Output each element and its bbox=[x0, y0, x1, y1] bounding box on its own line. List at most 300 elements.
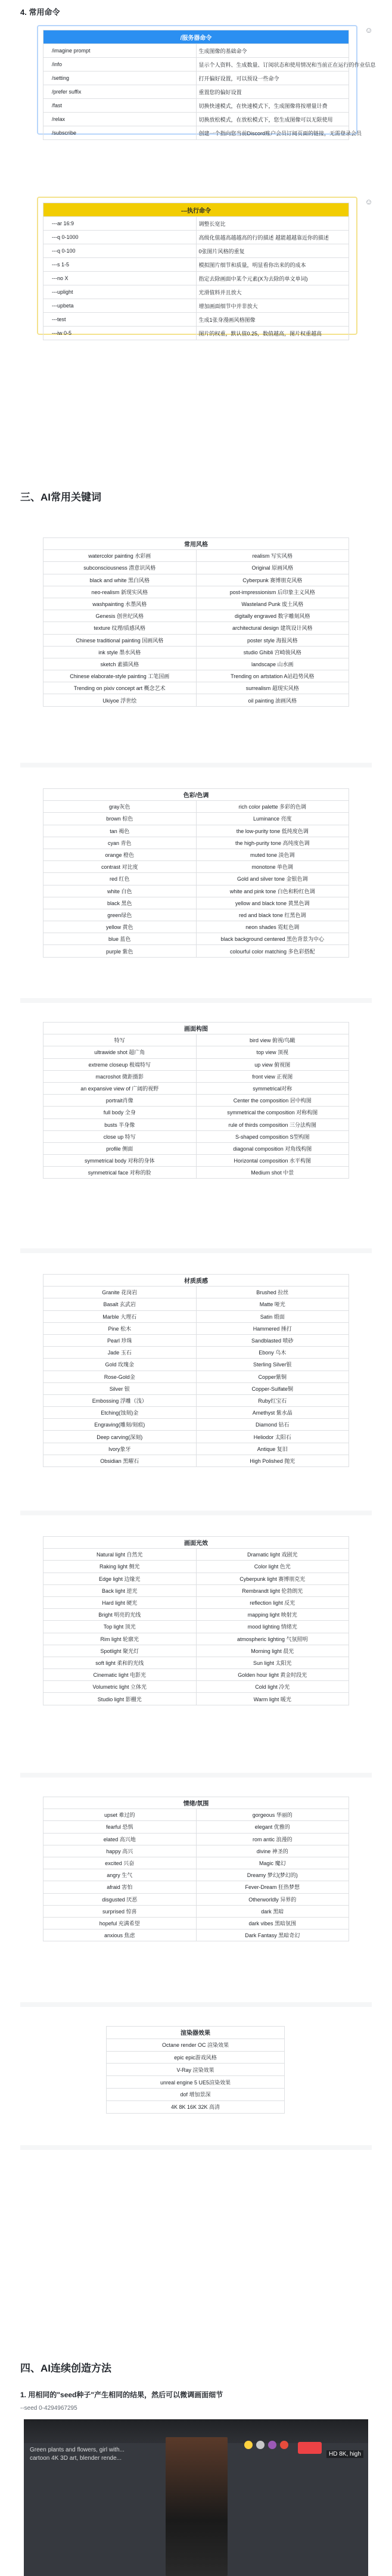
table-cell: symmetrical对称 bbox=[196, 1082, 349, 1094]
cell: 创建一个指向您当前Discord账户会员订阅页面的链接，无需登录会员 bbox=[196, 126, 349, 140]
cell: 生成图像的基础命令 bbox=[196, 44, 349, 58]
table-row bbox=[43, 1034, 349, 1046]
table-cell: Top light 顶光 bbox=[43, 1621, 197, 1633]
table-row bbox=[43, 837, 349, 849]
table-row bbox=[43, 574, 349, 586]
table-cell: front view 正视图 bbox=[196, 1070, 349, 1082]
table-row bbox=[43, 1455, 349, 1466]
table-cell: Otherworldly 异界的 bbox=[196, 1893, 349, 1905]
table-cell: white 白色 bbox=[43, 885, 197, 897]
table-cell: Sandblasted 喷砂 bbox=[196, 1334, 349, 1346]
table-row bbox=[43, 921, 349, 933]
cell: 图片的权重，默认值0.25，数值越高，图片权重越高 bbox=[196, 327, 349, 340]
cell: /fast bbox=[43, 99, 197, 113]
table-cell: Gold 玫瑰金 bbox=[43, 1359, 197, 1371]
cell: 增加画面细节中并非放大 bbox=[196, 299, 349, 313]
render-table bbox=[106, 2026, 285, 2114]
table-row bbox=[43, 682, 349, 694]
table-cell: cyan 青色 bbox=[43, 837, 197, 849]
table-cell: angry 生气 bbox=[43, 1869, 197, 1881]
table-row bbox=[107, 2064, 285, 2076]
table-cell: Morning light 晨光 bbox=[196, 1645, 349, 1657]
table-cell: Silver 银 bbox=[43, 1382, 197, 1394]
table-cell: Volumetric light 立体光 bbox=[43, 1681, 197, 1693]
cell: /setting bbox=[43, 72, 197, 85]
table-row bbox=[43, 1929, 349, 1941]
table-row bbox=[107, 2076, 285, 2089]
table-cell: symmetrical body 对称的身体 bbox=[43, 1155, 197, 1167]
table-cell: Golden hour light 黄金时段光 bbox=[196, 1669, 349, 1681]
table-cell: digitally engraved 数字雕刻风格 bbox=[196, 610, 349, 622]
table-cell: Cyberpunk light 赛博朋克光 bbox=[196, 1573, 349, 1584]
table-row bbox=[43, 1669, 349, 1681]
table-cell: red 红色 bbox=[43, 873, 197, 885]
cell: /info bbox=[43, 58, 197, 72]
table-row bbox=[43, 1407, 349, 1419]
cell: ---iw 0-5 bbox=[43, 327, 197, 340]
table-cell: mapping light 映射光 bbox=[196, 1609, 349, 1621]
table-row bbox=[43, 1621, 349, 1633]
table-row bbox=[43, 1382, 349, 1394]
table-cell: Spotlight 聚光灯 bbox=[43, 1645, 197, 1657]
emoji-icon[interactable] bbox=[256, 2441, 265, 2449]
table-cell: oil painting 油画风格 bbox=[196, 694, 349, 706]
table-row bbox=[43, 1347, 349, 1359]
table-cell: excited 兴奋 bbox=[43, 1857, 197, 1869]
cell: 切换快速模式，在快速模式下，生成图像将按增量计费 bbox=[196, 99, 349, 113]
table-cell: Wasteland Punk 废土风格 bbox=[196, 598, 349, 610]
table-cell: monotone 单色调 bbox=[196, 861, 349, 873]
table-row bbox=[43, 1657, 349, 1668]
table-cell: Ebony 乌木 bbox=[196, 1347, 349, 1359]
table-cell: Back light 逆光 bbox=[43, 1584, 197, 1596]
table-row bbox=[43, 1095, 349, 1107]
table-cell: hopeful 充满希望 bbox=[43, 1917, 197, 1929]
table-row bbox=[43, 658, 349, 670]
table-cell: dark vibes 黑暗氛围 bbox=[196, 1917, 349, 1929]
table-title: 画面构图 bbox=[43, 1023, 349, 1034]
table-cell: brown 棕色 bbox=[43, 813, 197, 825]
table-row bbox=[43, 909, 349, 921]
table-row bbox=[43, 670, 349, 682]
table-cell: the high-purity tone 高纯度色调 bbox=[196, 837, 349, 849]
table-row bbox=[43, 897, 349, 909]
table-cell: texture 纹理/质感风格 bbox=[43, 622, 197, 634]
table-cell: reflection light 反光 bbox=[196, 1596, 349, 1608]
table-cell: up view 俯视图 bbox=[196, 1058, 349, 1070]
table-cell: rom antic 浪漫的 bbox=[196, 1833, 349, 1845]
table-cell: Jade 玉石 bbox=[43, 1347, 197, 1359]
table-cell: washpainting 水墨风格 bbox=[43, 598, 197, 610]
table-cell: ink style 墨水风格 bbox=[43, 646, 197, 658]
table-title: ---执行命令 bbox=[43, 203, 349, 217]
cell: ---q 0-1000 bbox=[43, 231, 197, 244]
table-cell: divine 神圣的 bbox=[196, 1845, 349, 1857]
table-cell: Hammered 捶打 bbox=[196, 1322, 349, 1334]
table-cell: unreal engine 5 UE5渲染效果 bbox=[107, 2076, 285, 2089]
table-row bbox=[107, 2051, 285, 2064]
table-cell: Medium shot 中景 bbox=[196, 1167, 349, 1179]
table-cell: Embossing 浮雕（浅） bbox=[43, 1394, 197, 1406]
table-row bbox=[43, 1693, 349, 1705]
table-cell: purple 紫色 bbox=[43, 945, 197, 957]
table-cell: Pine 松木 bbox=[43, 1322, 197, 1334]
section-heading: 四、AI连续创造方法 bbox=[20, 2363, 111, 2374]
cell: ---upbeta bbox=[43, 299, 197, 313]
table-cell: Trending on artstation A站趋势风格 bbox=[196, 670, 349, 682]
table-row bbox=[43, 1845, 349, 1857]
table-cell: landscape 山水画 bbox=[196, 658, 349, 670]
table-row bbox=[43, 694, 349, 706]
table-cell: Heliodor 太阳石 bbox=[196, 1431, 349, 1443]
paragraph: 1. 用相同的"seed种子"产生相同的结果，然后可以微调画面细节 bbox=[20, 2391, 223, 2399]
table-cell: elegant 优雅的 bbox=[196, 1821, 349, 1833]
table-cell: black and white 黑白风格 bbox=[43, 574, 197, 586]
emoji-icon[interactable] bbox=[244, 2441, 253, 2449]
param-table bbox=[43, 203, 349, 340]
table-row bbox=[43, 1869, 349, 1881]
table-row bbox=[43, 1681, 349, 1693]
table-cell: black 黑色 bbox=[43, 897, 197, 909]
table-cell: V-Ray 渲染效果 bbox=[107, 2064, 285, 2076]
table-row bbox=[43, 1809, 349, 1821]
table-cell: an expansive view of 广阔的视野 bbox=[43, 1082, 197, 1094]
divider bbox=[20, 2145, 372, 2150]
table-cell: Horizontal composition 水平构图 bbox=[196, 1155, 349, 1167]
table-cell: Chinese elaborate-style painting 工笔国画 bbox=[43, 670, 197, 682]
table-cell: Edge light 边缘光 bbox=[43, 1573, 197, 1584]
divider bbox=[20, 1248, 372, 1253]
cell: 高级化值越高越越高的行的描述 越能越越靠近你的描述 bbox=[196, 231, 349, 244]
table-cell: fearful 恐惧 bbox=[43, 1821, 197, 1833]
comment-icon[interactable]: ☺ bbox=[365, 26, 373, 35]
table-cell: Amethyst 紫水晶 bbox=[196, 1407, 349, 1419]
table-cell: Dreamy 梦幻(梦幻的) bbox=[196, 1869, 349, 1881]
cell: 0张图片风格的重复 bbox=[196, 244, 349, 258]
table-cell: white and pink tone 白色和粉红色调 bbox=[196, 885, 349, 897]
lighting-table bbox=[43, 1536, 349, 1705]
table-row bbox=[43, 1821, 349, 1833]
table-cell: Antique 复旧 bbox=[196, 1443, 349, 1455]
table-row bbox=[43, 1561, 349, 1573]
table-cell: top view 顶视 bbox=[196, 1046, 349, 1058]
emoji-icon[interactable] bbox=[280, 2441, 288, 2449]
table-cell: Marble 大理石 bbox=[43, 1310, 197, 1322]
table-cell: Fever-Dream 狂热梦想 bbox=[196, 1881, 349, 1893]
emoji-icon[interactable] bbox=[268, 2441, 276, 2449]
table-row bbox=[43, 586, 349, 598]
paragraph: --seed 0-4294967295 bbox=[20, 2405, 77, 2412]
table-row bbox=[43, 1322, 349, 1334]
table-cell: Trending on pixiv concept art 概念艺术 bbox=[43, 682, 197, 694]
comment-icon[interactable]: ☺ bbox=[365, 197, 373, 206]
preview-text: Green plants and flowers, girl with... bbox=[30, 2447, 125, 2453]
cell: ---q 0-100 bbox=[43, 244, 197, 258]
table-cell: muted tone 淡色调 bbox=[196, 849, 349, 860]
cell: /prefer suffix bbox=[43, 85, 197, 99]
table-row bbox=[43, 1310, 349, 1322]
table-row bbox=[43, 1046, 349, 1058]
table-row bbox=[43, 646, 349, 658]
table-cell: gorgeous 华丽的 bbox=[196, 1809, 349, 1821]
table-cell: Octane render OC 渲染效果 bbox=[107, 2039, 285, 2051]
notification-badge bbox=[298, 2442, 322, 2454]
cell: 指定去除画面中某个元素(X为去除的单文单词) bbox=[196, 272, 349, 285]
table-cell: orange 橙色 bbox=[43, 849, 197, 860]
divider bbox=[20, 2002, 372, 2007]
table-cell: Ruby红宝石 bbox=[196, 1394, 349, 1406]
cell: 显示个人资料、生成数量、订阅状态和使用情况和当前正在运行的作业信息 bbox=[196, 58, 349, 72]
table-cell: realism 写实风格 bbox=[196, 550, 349, 562]
table-cell: Dramatic light 戏剧光 bbox=[196, 1549, 349, 1561]
table-cell: atmospheric lighting 气氛照明 bbox=[196, 1633, 349, 1645]
table-cell: sketch 素描风格 bbox=[43, 658, 197, 670]
table-cell: upset 难过的 bbox=[43, 1809, 197, 1821]
preview-badge: HD 8K, high bbox=[326, 2450, 363, 2458]
table-cell: Ivory象牙 bbox=[43, 1443, 197, 1455]
cell: /imagine prompt bbox=[43, 44, 197, 58]
table-cell: Luminance 亮度 bbox=[196, 813, 349, 825]
table-cell: anxious 焦虑 bbox=[43, 1929, 197, 1941]
table-row bbox=[43, 1371, 349, 1382]
table-row bbox=[43, 1584, 349, 1596]
table-cell: bird view 俯视/鸟瞰 bbox=[196, 1034, 349, 1046]
table-cell: afraid 害怕 bbox=[43, 1881, 197, 1893]
table-cell: blue 蓝色 bbox=[43, 933, 197, 945]
table-cell: ultrawide shot 超广角 bbox=[43, 1046, 197, 1058]
table-row bbox=[43, 1917, 349, 1929]
table-row bbox=[43, 1118, 349, 1130]
table-row bbox=[43, 1549, 349, 1561]
table-cell: contrast 对比度 bbox=[43, 861, 197, 873]
materials-table bbox=[43, 1274, 349, 1467]
cell: ---s 1-5 bbox=[43, 258, 197, 272]
table-cell: Genesis 创世纪风格 bbox=[43, 610, 197, 622]
table-cell: watercolor painting 水彩画 bbox=[43, 550, 197, 562]
cell: ---uplight bbox=[43, 285, 197, 299]
table-row bbox=[43, 885, 349, 897]
table-cell: green绿色 bbox=[43, 909, 197, 921]
table-cell: elated 高兴地 bbox=[43, 1833, 197, 1845]
table-cell: Warm light 暖光 bbox=[196, 1693, 349, 1705]
table-row bbox=[107, 2100, 285, 2113]
table-cell: symmetrical face 对称的脸 bbox=[43, 1167, 197, 1179]
table-cell: Cinematic light 电影光 bbox=[43, 1669, 197, 1681]
table-row bbox=[43, 1905, 349, 1917]
section-heading: 三、AI常用关键词 bbox=[20, 492, 101, 503]
cell: 打开偏好设置，可以预设一些命令 bbox=[196, 72, 349, 85]
table-cell: Bright 明亮的光线 bbox=[43, 1609, 197, 1621]
table-row bbox=[43, 1596, 349, 1608]
table-cell: Cyberpunk 赛博朋克风格 bbox=[196, 574, 349, 586]
table-row bbox=[43, 1881, 349, 1893]
table-cell: rich color palette 多彩的色调 bbox=[196, 801, 349, 813]
table-row bbox=[43, 873, 349, 885]
table-row bbox=[43, 550, 349, 562]
table-row bbox=[43, 1058, 349, 1070]
table-cell: poster style 海报风格 bbox=[196, 634, 349, 646]
table-cell: Engraving(雕刻/刻痕) bbox=[43, 1419, 197, 1431]
preview-text: cartoon 4K 3D art, blender rende... bbox=[30, 2455, 122, 2462]
section-heading: 4. 常用命令 bbox=[20, 8, 60, 17]
table-cell: surrealism 超现实风格 bbox=[196, 682, 349, 694]
table-row bbox=[43, 1633, 349, 1645]
table-cell: Studio light 影棚光 bbox=[43, 1693, 197, 1705]
table-cell: Pearl 珍珠 bbox=[43, 1334, 197, 1346]
table-cell: Magic 魔幻 bbox=[196, 1857, 349, 1869]
table-row bbox=[43, 562, 349, 574]
table-cell: Sterling Silver银 bbox=[196, 1359, 349, 1371]
table-row bbox=[43, 1394, 349, 1406]
table-cell: Gold and silver tone 金银色调 bbox=[196, 873, 349, 885]
table-cell: disgusted 厌恶 bbox=[43, 1893, 197, 1905]
table-cell: symmetrical the composition 对称构图 bbox=[196, 1107, 349, 1118]
table-cell: Obsidian 黑曜石 bbox=[43, 1455, 197, 1466]
table-row bbox=[43, 813, 349, 825]
cell: ---ar 16:9 bbox=[43, 217, 197, 231]
table-cell: colourful color matching 多色彩搭配 bbox=[196, 945, 349, 957]
table-row bbox=[43, 1298, 349, 1310]
table-cell: Color light 色光 bbox=[196, 1561, 349, 1573]
divider bbox=[20, 1773, 372, 1778]
table-cell: extreme closeup 极端特写 bbox=[43, 1058, 197, 1070]
cell: 光滑值料并且放大 bbox=[196, 285, 349, 299]
table-row bbox=[43, 933, 349, 945]
divider bbox=[20, 763, 372, 767]
cell: 调整长宽比 bbox=[196, 217, 349, 231]
cell: ---test bbox=[43, 313, 197, 327]
table-cell: rule of thirds composition 三分法构图 bbox=[196, 1118, 349, 1130]
table-cell: surprised 惊喜 bbox=[43, 1905, 197, 1917]
table-title: 常用风格 bbox=[43, 538, 349, 550]
table-cell: dark 黑暗 bbox=[196, 1905, 349, 1917]
styles-table bbox=[43, 537, 349, 707]
table-cell: Granite 花岗岩 bbox=[43, 1287, 197, 1298]
table-cell: Rose-Gold金 bbox=[43, 1371, 197, 1382]
table-row bbox=[43, 945, 349, 957]
composition-table bbox=[43, 1022, 349, 1179]
table-row bbox=[43, 801, 349, 813]
table-title: 渲染器效果 bbox=[107, 2027, 285, 2039]
table-cell: Brushed 拉丝 bbox=[196, 1287, 349, 1298]
table-row bbox=[43, 598, 349, 610]
table-row bbox=[43, 1893, 349, 1905]
cell: 重置您的偏好设置 bbox=[196, 85, 349, 99]
cell: 模拟图片细节和质量，明显看你出来的的成本 bbox=[196, 258, 349, 272]
table-row bbox=[43, 861, 349, 873]
table-cell: the low-purity tone 低纯度色调 bbox=[196, 825, 349, 837]
table-cell: Rembrandt light 伦勃朗光 bbox=[196, 1584, 349, 1596]
table-title: 色彩/色调 bbox=[43, 789, 349, 801]
table-row bbox=[43, 1833, 349, 1845]
table-cell: Copper紫铜 bbox=[196, 1371, 349, 1382]
table-row bbox=[43, 1130, 349, 1142]
table-cell: Ukiyoe 浮世绘 bbox=[43, 694, 197, 706]
cell: /subscribe bbox=[43, 126, 197, 140]
table-cell: neon shades 霓虹色调 bbox=[196, 921, 349, 933]
table-cell: yellow 黄色 bbox=[43, 921, 197, 933]
table-cell: Center the composition 居中构图 bbox=[196, 1095, 349, 1107]
table-title: /服务器命令 bbox=[43, 30, 349, 44]
table-cell: busts 半身像 bbox=[43, 1118, 197, 1130]
table-row bbox=[43, 1609, 349, 1621]
table-cell: Deep carving(深刻) bbox=[43, 1431, 197, 1443]
table-title: 画面光效 bbox=[43, 1537, 349, 1549]
table-cell: Copper-Sulfate铜 bbox=[196, 1382, 349, 1394]
table-cell: studio Ghibli 宫崎骏风格 bbox=[196, 646, 349, 658]
table-row bbox=[43, 1155, 349, 1167]
table-cell: Etching(蚀刻)金 bbox=[43, 1407, 197, 1419]
table-cell: architectural design 建筑设计风格 bbox=[196, 622, 349, 634]
divider bbox=[20, 1511, 372, 1515]
table-cell: Diamond 钻石 bbox=[196, 1419, 349, 1431]
table-cell: Cold light 冷光 bbox=[196, 1681, 349, 1693]
table-cell: Basalt 玄武岩 bbox=[43, 1298, 197, 1310]
table-cell: subconsciousness 潜意识风格 bbox=[43, 562, 197, 574]
table-cell: dof 增加景深 bbox=[107, 2088, 285, 2100]
table-cell: red and black tone 红黑色调 bbox=[196, 909, 349, 921]
table-cell: mood lighting 情绪光 bbox=[196, 1621, 349, 1633]
cell: 生成1张身漫画风格图像 bbox=[196, 313, 349, 327]
table-row bbox=[43, 1070, 349, 1082]
table-cell: close up 特写 bbox=[43, 1130, 197, 1142]
colors-table bbox=[43, 788, 349, 958]
table-row bbox=[43, 1287, 349, 1298]
table-cell: profile 侧面 bbox=[43, 1142, 197, 1154]
command-table bbox=[43, 30, 376, 140]
table-row bbox=[43, 1645, 349, 1657]
table-cell: post-impressionism 后印象主义风格 bbox=[196, 586, 349, 598]
table-row bbox=[43, 1857, 349, 1869]
table-cell: gray灰色 bbox=[43, 801, 197, 813]
table-cell: macroshot 微距摄影 bbox=[43, 1070, 197, 1082]
table-cell: 特写 bbox=[43, 1034, 197, 1046]
table-cell: Satin 缎面 bbox=[196, 1310, 349, 1322]
table-cell: neo-realism 新现实风格 bbox=[43, 586, 197, 598]
table-row bbox=[43, 1443, 349, 1455]
table-row bbox=[43, 1142, 349, 1154]
table-row bbox=[43, 1573, 349, 1584]
table-cell: yellow and black tone 黄黑色调 bbox=[196, 897, 349, 909]
discord-preview-image bbox=[24, 2419, 368, 2576]
table-row bbox=[43, 1082, 349, 1094]
table-cell: full body 全身 bbox=[43, 1107, 197, 1118]
cell: /relax bbox=[43, 113, 197, 126]
table-row bbox=[43, 1334, 349, 1346]
table-cell: happy 高兴 bbox=[43, 1845, 197, 1857]
table-cell: epic epic游戏风格 bbox=[107, 2051, 285, 2064]
cell: 切换放松模式，在放松模式下，您生成图像可以无限使用 bbox=[196, 113, 349, 126]
table-row bbox=[43, 634, 349, 646]
table-cell: soft light 柔和的光线 bbox=[43, 1657, 197, 1668]
table-row bbox=[43, 1359, 349, 1371]
table-cell: S-shaped composition S型构图 bbox=[196, 1130, 349, 1142]
table-title: 材质质感 bbox=[43, 1275, 349, 1287]
table-cell: High Polished 抛光 bbox=[196, 1455, 349, 1466]
table-cell: Hard light 硬光 bbox=[43, 1596, 197, 1608]
table-cell: diagonal composition 对角线构图 bbox=[196, 1142, 349, 1154]
table-row bbox=[43, 622, 349, 634]
table-cell: tan 褐色 bbox=[43, 825, 197, 837]
table-cell: Rim light 轮廓光 bbox=[43, 1633, 197, 1645]
table-cell: Dark Fantasy 黑暗奇幻 bbox=[196, 1929, 349, 1941]
table-cell: Natural light 自然光 bbox=[43, 1549, 197, 1561]
table-row bbox=[43, 610, 349, 622]
table-row bbox=[43, 825, 349, 837]
preview-figure bbox=[166, 2437, 228, 2576]
divider bbox=[20, 998, 372, 1003]
table-title: 情绪/氛围 bbox=[43, 1797, 349, 1809]
